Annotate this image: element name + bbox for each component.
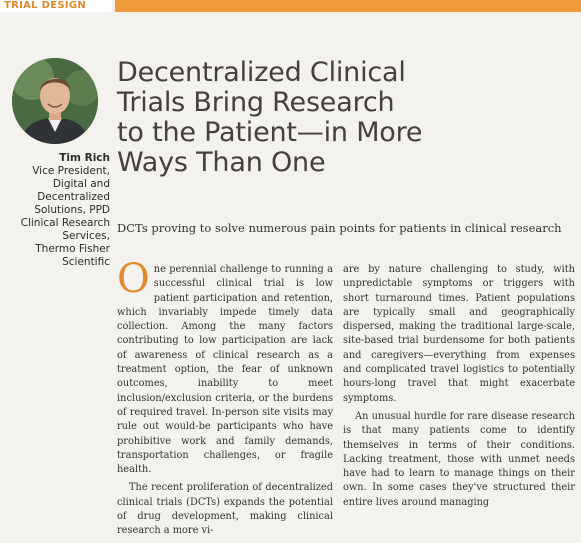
author-role-line: Decentralized	[37, 191, 110, 203]
title-line: to the Patient—in More	[117, 117, 423, 148]
author-role-line: Clinical Research	[20, 217, 110, 229]
author-info	[0, 152, 110, 269]
author-role-line: Digital and	[52, 178, 110, 190]
body-paragraph: An unusual hurdle for rare disease research is that many patients come to identify themselves in terms of their conditions. Lacking treatment, those with unmet needs have had to learn to manage things on their own. In some cases they've structured their entire lives around managing	[343, 410, 575, 508]
section-label: TRIAL DESIGN	[0, 0, 112, 12]
body-column-2	[343, 263, 575, 514]
author-role-line: Services,	[62, 230, 110, 242]
author-role-line: Scientific	[62, 256, 110, 268]
article-title	[117, 58, 517, 178]
paragraph-text: ne perennial challenge to running a successful clinical trial is low patient participation and retention, which invariably impede timely data collection. Among the many factors contributing to low participation are lack of awareness of clinical research as a treatment option, the fear of unknown outcomes, inability to meet inclusion/exclusion criteria, or the burdens of required travel. In-person site visits may rule out would-be participants who have prohibitive work and family demands, transportation challenges, or fragile health.	[117, 264, 333, 476]
author-role-line: Thermo Fisher	[35, 243, 110, 255]
title-line: Trials Bring Research	[117, 87, 395, 118]
author-role-line: Vice President,	[32, 165, 110, 177]
title-line: Ways Than One	[117, 147, 326, 178]
author-role-line: Solutions, PPD	[34, 204, 110, 216]
body-paragraph: are by nature challenging to study, with unpredictable symptoms or triggers with short turnaround times. Patient populations are typically small and geographically dispersed, making the traditional large-scale, site-based trial burdensome for both patients and caregivers—everything from expenses and complicated travel logistics to potentially hours-long travel that might exacerbate symptoms.	[343, 264, 575, 404]
author-portrait	[12, 58, 98, 144]
author-name: Tim Rich	[59, 152, 110, 164]
accent-stripe	[115, 0, 581, 12]
body-column-1	[117, 256, 333, 543]
portrait-icon	[12, 58, 98, 144]
title-line: Decentralized Clinical	[117, 57, 406, 88]
article-subtitle: DCTs proving to solve numerous pain points for patients in clinical research	[117, 221, 562, 235]
drop-cap: O	[117, 256, 150, 302]
body-paragraph	[117, 256, 333, 477]
body-paragraph: The recent proliferation of decentralized clinical trials (DCTs) expands the potential of drug development, making clinical research a more vi-	[117, 482, 333, 537]
section-header-bar	[0, 0, 581, 12]
